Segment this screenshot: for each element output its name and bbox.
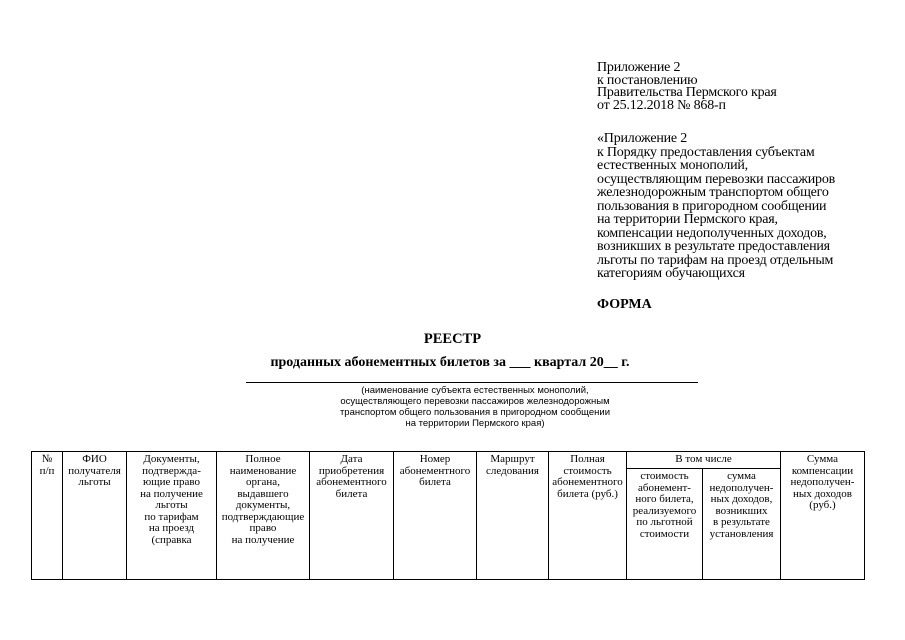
entity-name-line [246, 382, 698, 383]
header-compensation-amount: Сумма компенсации недополучен- ных доходов (руб.) [781, 452, 865, 580]
entity-name-caption: (наименование субъекта естественных монополий, осуществляющего перевозки пассажиров железнодорожным транспортом общего пользования в пригородном сообщении на территории Пермского края) [339, 385, 611, 429]
form-label: ФОРМА [597, 297, 652, 312]
header-route: Маршрут следования [477, 452, 549, 580]
header-lost-income: сумма недополучен- ных доходов, возникших в результате установления [703, 469, 781, 580]
header-including-group: В том числе [627, 452, 781, 469]
header-ticket-number: Номер абонементного билета [394, 452, 477, 580]
header-row-number: № п/п [32, 452, 63, 580]
appendix-reference: Приложение 2 к постановлению Правительства Пермского края от 25.12.2018 № 868-п [597, 60, 777, 113]
header-recipient-name: ФИО получателя льготы [63, 452, 127, 580]
header-full-cost: Полная стоимость абонементного билета (руб.) [549, 452, 627, 580]
header-discounted-cost: стоимость абонемент- ного билета, реализуемого по льготной стоимости [627, 469, 703, 580]
registry-table [31, 451, 865, 580]
procedure-appendix-reference: «Приложение 2 к Порядку предоставления субъектам естественных монополий, осуществляющим перевозки пассажиров железнодорожным транспортом общего пользования в пригородном сообщении на территории Пермского края, компенсации недополученных доходов, возникших в результате предоставления льготы по тарифам на проезд отдельным категориям обучающихся [597, 131, 836, 281]
header-purchase-date: Дата приобретения абонементного билета [310, 452, 394, 580]
header-eligibility-documents: Документы, подтвержда- ющие право на получение льготы по тарифам на проезд (справка [127, 452, 217, 580]
document-subtitle: проданных абонементных билетов за ___ квартал 20__ г. [270, 355, 630, 370]
document-title: РЕЕСТР [423, 331, 482, 347]
header-issuing-authority: Полное наименование органа, выдавшего документы, подтверждающие право на получение [217, 452, 310, 580]
